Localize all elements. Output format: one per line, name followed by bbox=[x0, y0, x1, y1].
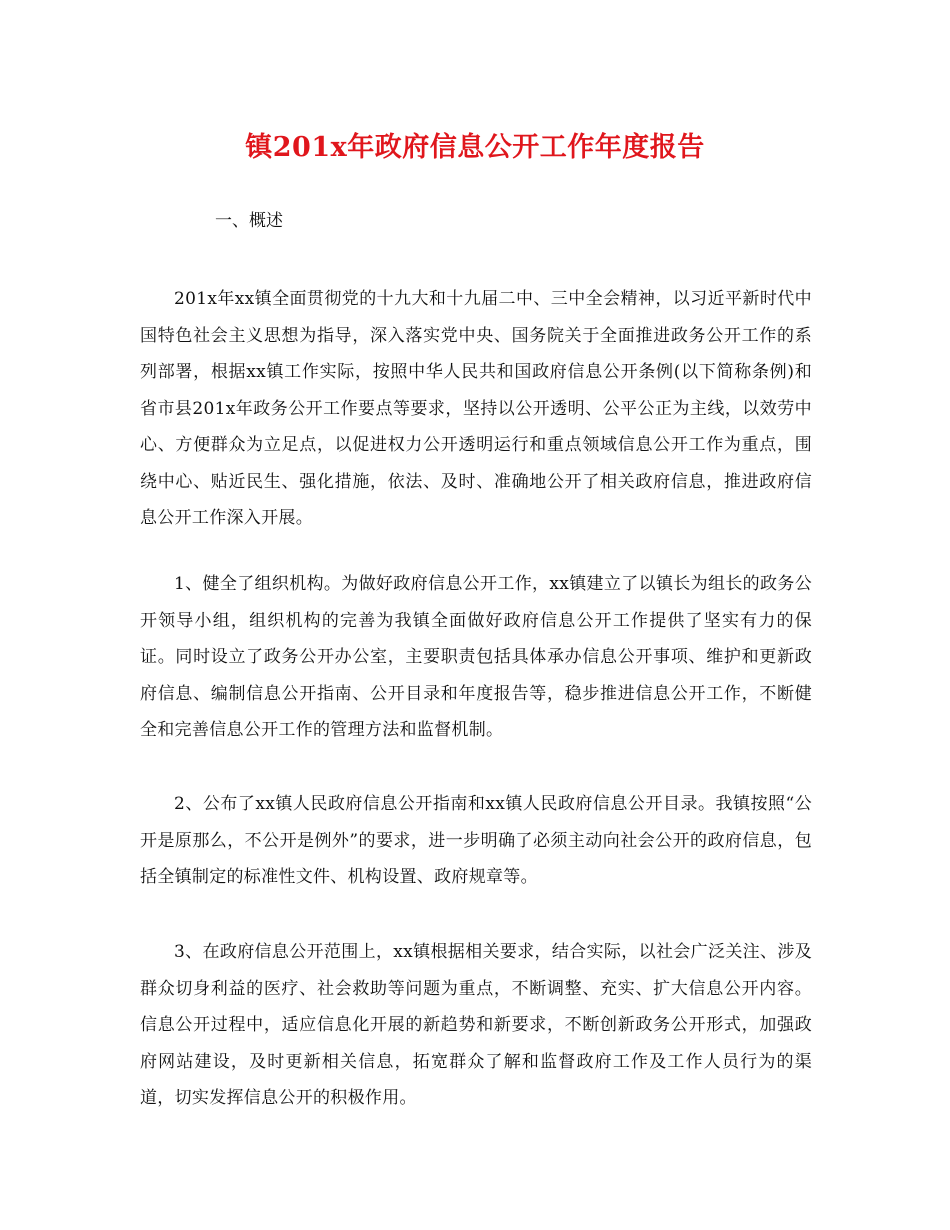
section-heading-overview: 一、概述 bbox=[215, 211, 283, 231]
paragraph-item-3: 3、在政府信息公开范围上，xx镇根据相关要求，结合实际，以社会广泛关注、涉及群众切身利益的医疗、社会救助等问题为重点，不断调整、充实、扩大信息公开内容。信息公开过程中，适应信息化开展的新趋势和新要求，不断创新政务公开形式，加强政府网站建设，及时更新相关信息，拓宽群众了解和监督政府工作及工作人员行为的渠道，切实发挥信息公开的积极作用。 bbox=[140, 942, 812, 1108]
paragraph-item-2: 2、公布了xx镇人民政府信息公开指南和xx镇人民政府信息公开目录。我镇按照“公开是原那么，不公开是例外”的要求，进一步明确了必须主动向社会公开的政府信息，包括全镇制定的标准性文件、机构设置、政府规章等。 bbox=[140, 794, 812, 887]
paragraph-intro: 201x年xx镇全面贯彻党的十九大和十九届二中、三中全会精神，以习近平新时代中国特色社会主义思想为指导，深入落实党中央、国务院关于全面推进政务公开工作的系列部署，根据xx镇工作实际，按照中华人民共和国政府信息公开条例(以下简称条例)和省市县201x年政务公开工作要点等要求，坚持以公开透明、公平公正为主线，以效劳中心、方便群众为立足点，以促进权力公开透明运行和重点领域信息公开工作为重点，围绕中心、贴近民生、强化措施，依法、及时、准确地公开了相关政府信息，推进政府信息公开工作深入开展。 bbox=[140, 289, 812, 528]
paragraph-item-1: 1、健全了组织机构。为做好政府信息公开工作，xx镇建立了以镇长为组长的政务公开领导小组，组织机构的完善为我镇全面做好政府信息公开工作提供了坚实有力的保证。同时设立了政务公开办公室，主要职责包括具体承办信息公开事项、维护和更新政府信息、编制信息公开指南、公开目录和年度报告等，稳步推进信息公开工作，不断健全和完善信息公开工作的管理方法和监督机制。 bbox=[140, 574, 812, 740]
document-title: 镇201x年政府信息公开工作年度报告 bbox=[245, 132, 705, 163]
